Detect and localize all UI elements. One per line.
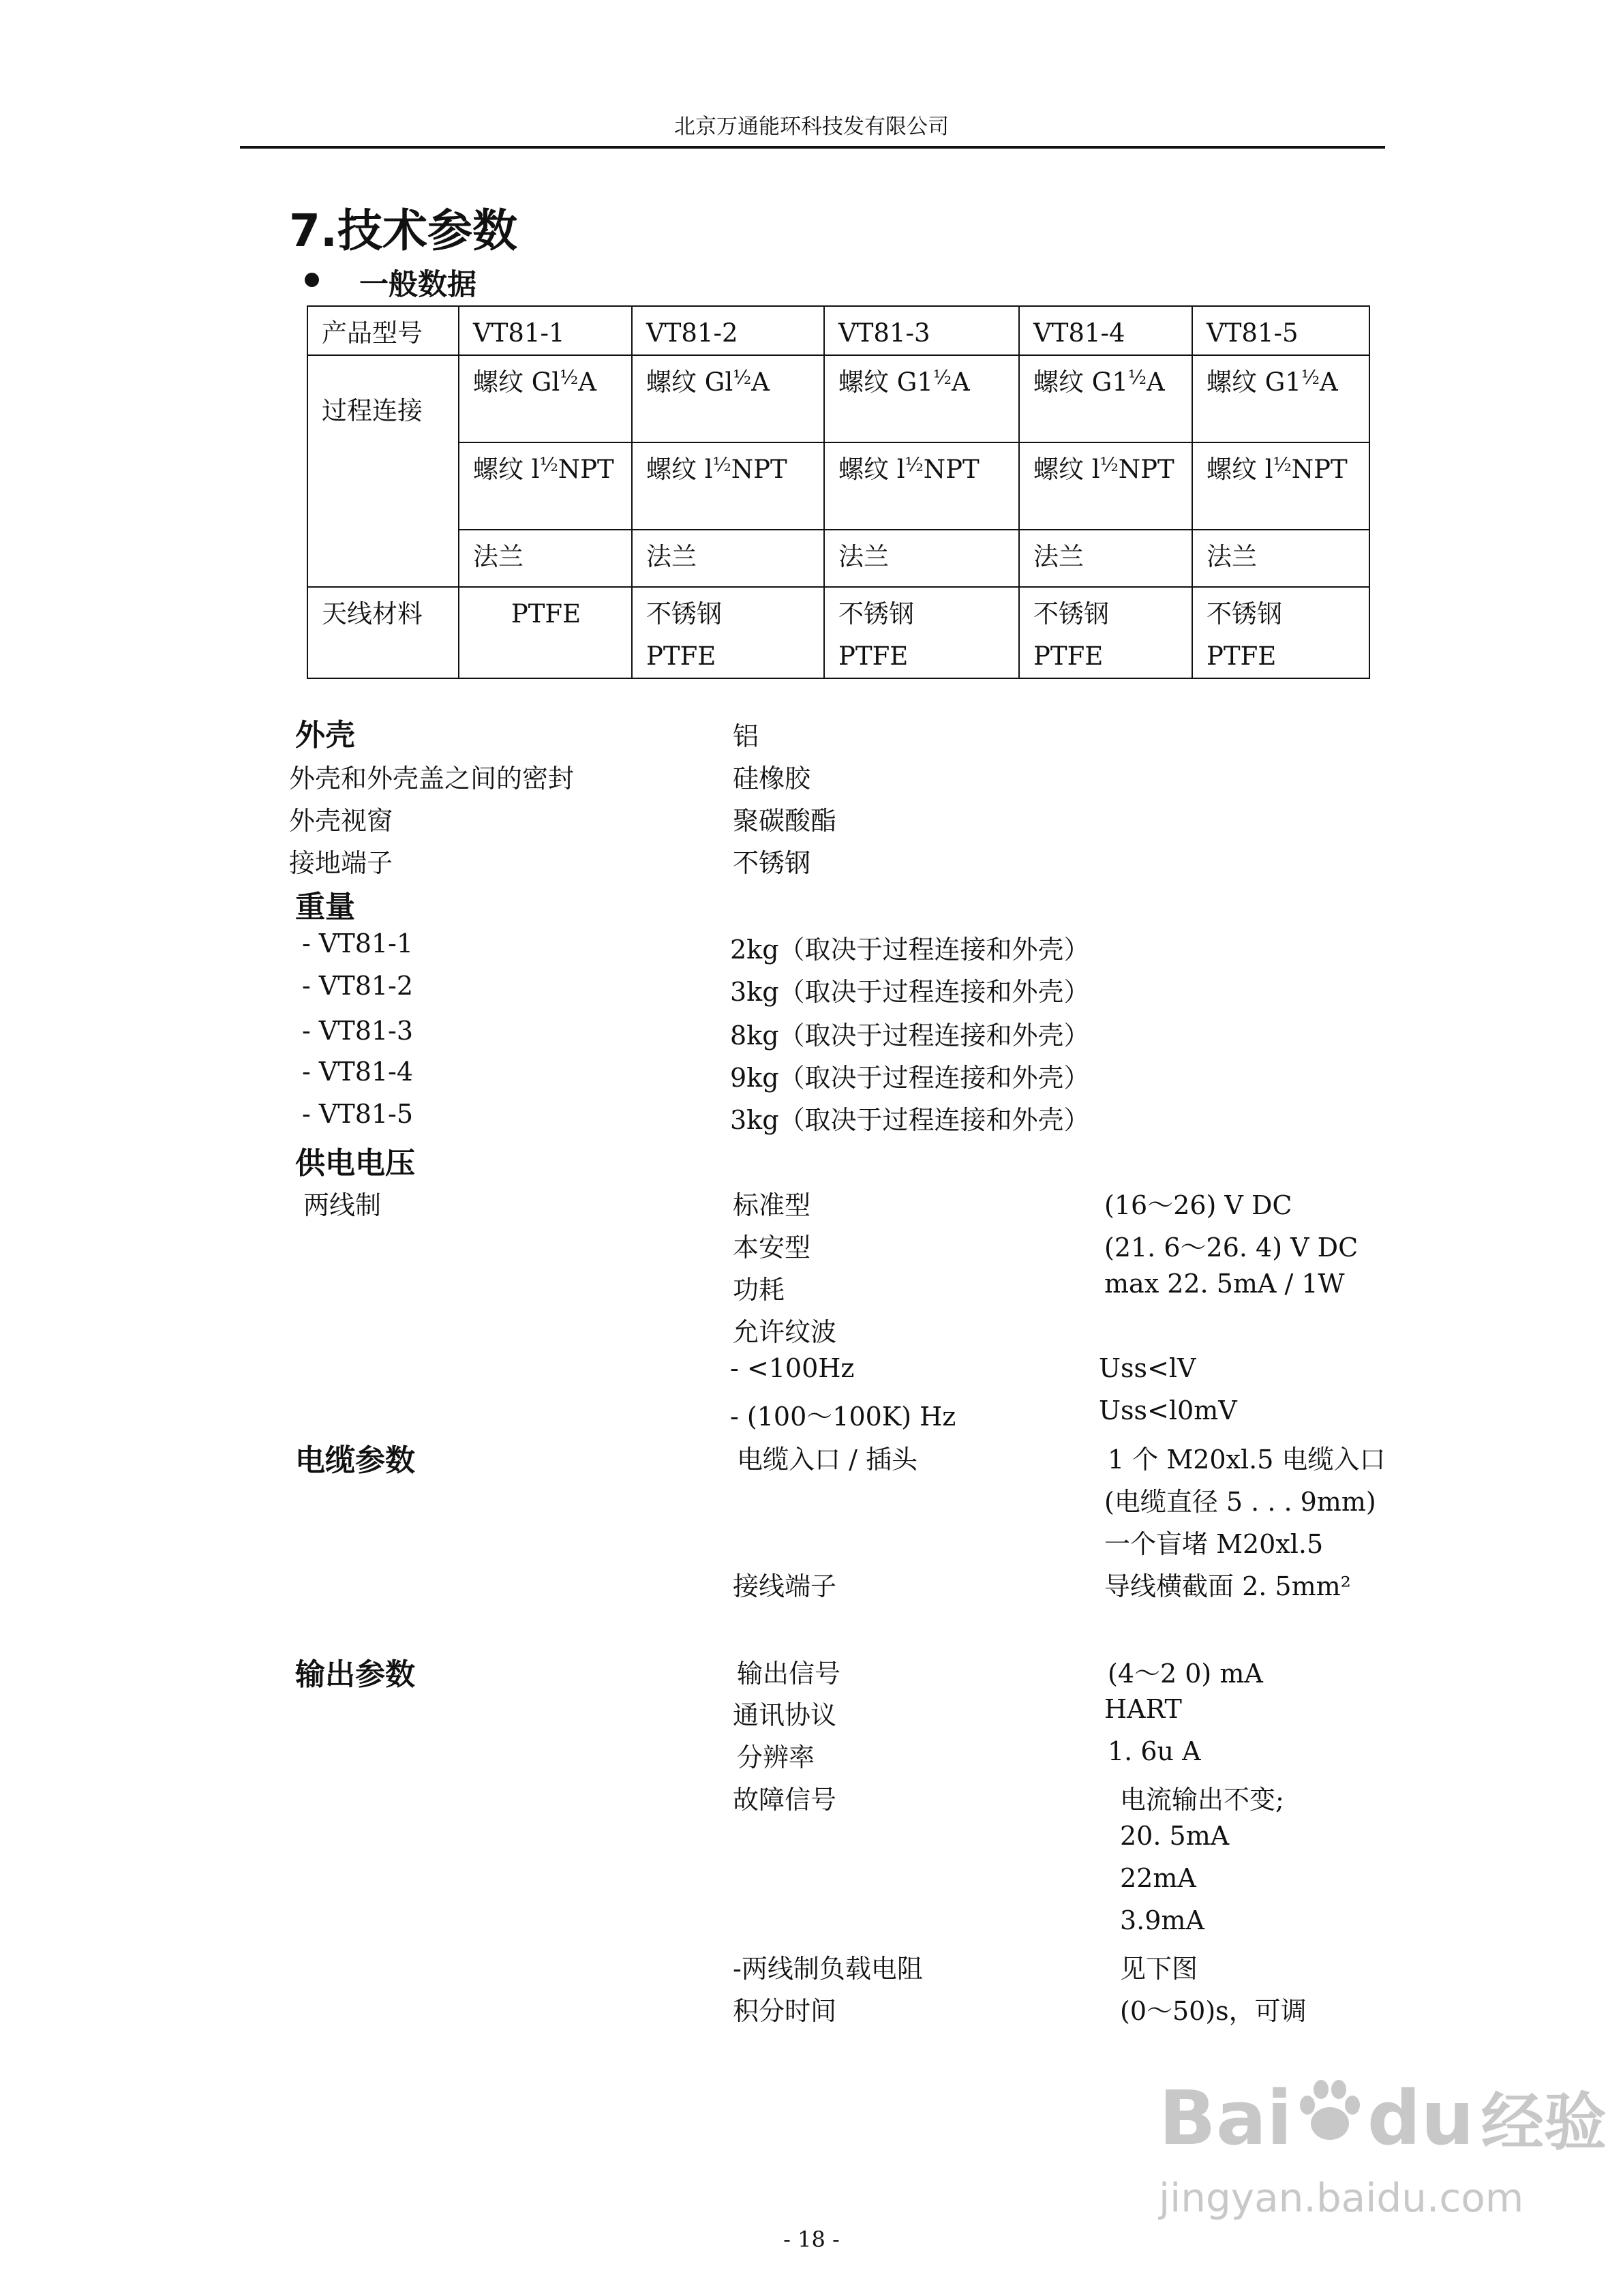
- antenna-cell: 不锈钢 PTFE: [632, 587, 824, 678]
- antenna-cell: 不锈钢 PTFE: [1019, 587, 1192, 678]
- power-title: 供电电压: [295, 1146, 415, 1181]
- housing-value: 铝: [733, 721, 759, 751]
- paw-icon: [1292, 2074, 1367, 2149]
- power-value: Uss<l0mV: [1099, 1395, 1237, 1425]
- power-param: 允许纹波: [733, 1317, 837, 1347]
- npt-thread-cell: 螺纹 $l^{\frac{1}{2}}NPT$: [824, 442, 1019, 530]
- output-param: -两线制负载电阻: [733, 1954, 923, 1984]
- baidu-watermark: Bai du 经验: [1159, 2074, 1607, 2162]
- g-thread-cell: 螺纹 $G1^{\frac{1}{2}}A$: [1192, 355, 1369, 442]
- fault-value: 20. 5mA: [1120, 1821, 1230, 1851]
- power-value: (16～26) V DC: [1104, 1190, 1292, 1220]
- output-value: (4～2 0) mA: [1108, 1659, 1263, 1689]
- cable-entry-value: (电缆直径 5 . . . 9mm): [1104, 1487, 1376, 1517]
- npt-thread-cell: 螺纹 $l^{\frac{1}{2}}NPT$: [1019, 442, 1192, 530]
- subsection-title: 一般数据: [359, 268, 476, 302]
- row-label-antenna: 天线材料: [307, 587, 459, 678]
- power-type-label: 两线制: [303, 1190, 382, 1220]
- page-number: - 18 -: [783, 2226, 840, 2252]
- model-cell: VT81-4: [1019, 306, 1192, 355]
- g-thread-cell: 螺纹 $G1^{\frac{1}{2}}A$: [1019, 355, 1192, 442]
- row-label-process: 过程连接: [307, 355, 459, 587]
- weight-value: 9kg（取决于过程连接和外壳）: [730, 1063, 1090, 1093]
- npt-thread-cell: 螺纹 $l^{\frac{1}{2}}NPT$: [459, 442, 632, 530]
- spec-label: 外壳和外壳盖之间的密封: [289, 764, 575, 794]
- housing-title: 外壳: [295, 718, 355, 753]
- output-param: 分辨率: [737, 1742, 815, 1772]
- flange-cell: 法兰: [459, 530, 632, 587]
- table-row: [307, 442, 1369, 530]
- weight-title: 重量: [295, 890, 355, 924]
- power-value: max 22. 5mA / 1W: [1104, 1269, 1345, 1299]
- model-cell: VT81-5: [1192, 306, 1369, 355]
- table-row: [307, 530, 1369, 587]
- spec-label: 接地端子: [289, 848, 393, 878]
- model-cell: VT81-3: [824, 306, 1019, 355]
- flange-cell: 法兰: [632, 530, 824, 587]
- power-param: 本安型: [733, 1233, 811, 1263]
- antenna-cell: 不锈钢 PTFE: [824, 587, 1019, 678]
- power-value: Uss<lV: [1099, 1353, 1196, 1383]
- flange-cell: 法兰: [824, 530, 1019, 587]
- npt-thread-cell: 螺纹 $l^{\frac{1}{2}}NPT$: [1192, 442, 1369, 530]
- weight-value: 3kg（取决于过程连接和外壳）: [730, 977, 1090, 1007]
- fault-value: 3.9mA: [1120, 1905, 1204, 1935]
- cable-terminal-label: 接线端子: [733, 1571, 837, 1601]
- cable-entry-value: 一个盲堵 M20xl.5: [1104, 1529, 1324, 1559]
- weight-label: - VT81-3: [302, 1016, 414, 1046]
- weight-value: 8kg（取决于过程连接和外壳）: [730, 1021, 1090, 1051]
- weight-label: - VT81-5: [302, 1099, 414, 1129]
- fault-value: 22mA: [1120, 1863, 1196, 1893]
- power-param: 功耗: [733, 1275, 785, 1305]
- power-param: 标准型: [733, 1190, 811, 1220]
- g-thread-cell: 螺纹 $G1^{\frac{1}{2}}A$: [824, 355, 1019, 442]
- weight-value: 2kg（取决于过程连接和外壳）: [730, 935, 1090, 965]
- antenna-cell: PTFE: [459, 587, 632, 678]
- watermark-url: jingyan.baidu.com: [1159, 2175, 1524, 2221]
- output-param: 通讯协议: [733, 1700, 837, 1730]
- output-value: 1. 6u A: [1108, 1736, 1201, 1766]
- output-value: 电流输出不变;: [1120, 1785, 1284, 1815]
- power-param: - <100Hz: [730, 1353, 855, 1383]
- spec-value: 不锈钢: [733, 848, 811, 878]
- table-row: [307, 306, 1369, 355]
- bullet-icon: [305, 273, 319, 287]
- cable-entry-value: 1 个 M20xl.5 电缆入口: [1108, 1445, 1386, 1475]
- weight-label: - VT81-2: [302, 971, 414, 1001]
- output-param: 输出信号: [737, 1659, 841, 1689]
- output-param: 积分时间: [733, 1996, 837, 2026]
- g-thread-cell: 螺纹 $Gl^{\frac{1}{2}}A$: [459, 355, 632, 442]
- table-row: [307, 355, 1369, 442]
- output-value: HART: [1104, 1694, 1182, 1724]
- antenna-cell: 不锈钢 PTFE: [1192, 587, 1369, 678]
- output-title: 输出参数: [295, 1657, 415, 1692]
- model-cell: VT81-1: [459, 306, 632, 355]
- spec-label: 外壳视窗: [289, 806, 393, 836]
- cable-terminal-value: 导线横截面 2. 5mm²: [1104, 1571, 1351, 1601]
- weight-label: - VT81-4: [302, 1057, 414, 1087]
- section-title: 7.技术参数: [289, 205, 517, 257]
- spec-value: 聚碳酸酯: [733, 806, 837, 836]
- weight-label: - VT81-1: [302, 928, 414, 958]
- spec-value: 硅橡胶: [733, 764, 811, 794]
- cable-entry-label: 电缆入口 / 插头: [737, 1445, 917, 1475]
- spec-table: [307, 305, 1370, 679]
- model-cell: VT81-2: [632, 306, 824, 355]
- table-row: [307, 587, 1369, 678]
- power-param: - (100～100K) Hz: [730, 1402, 956, 1432]
- output-value: 见下图: [1120, 1954, 1198, 1984]
- weight-value: 3kg（取决于过程连接和外壳）: [730, 1105, 1090, 1135]
- g-thread-cell: 螺纹 $Gl^{\frac{1}{2}}A$: [632, 355, 824, 442]
- company-header: 北京万通能环科技发有限公司: [674, 115, 949, 139]
- cable-title: 电缆参数: [295, 1443, 415, 1478]
- header-rule: [240, 146, 1385, 149]
- output-param: 故障信号: [733, 1785, 837, 1815]
- flange-cell: 法兰: [1019, 530, 1192, 587]
- npt-thread-cell: 螺纹 $l^{\frac{1}{2}}NPT$: [632, 442, 824, 530]
- output-value: (0～50)s，可调: [1120, 1996, 1307, 2026]
- power-value: (21. 6～26. 4) V DC: [1104, 1233, 1359, 1263]
- row-label-model: 产品型号: [307, 306, 459, 355]
- flange-cell: 法兰: [1192, 530, 1369, 587]
